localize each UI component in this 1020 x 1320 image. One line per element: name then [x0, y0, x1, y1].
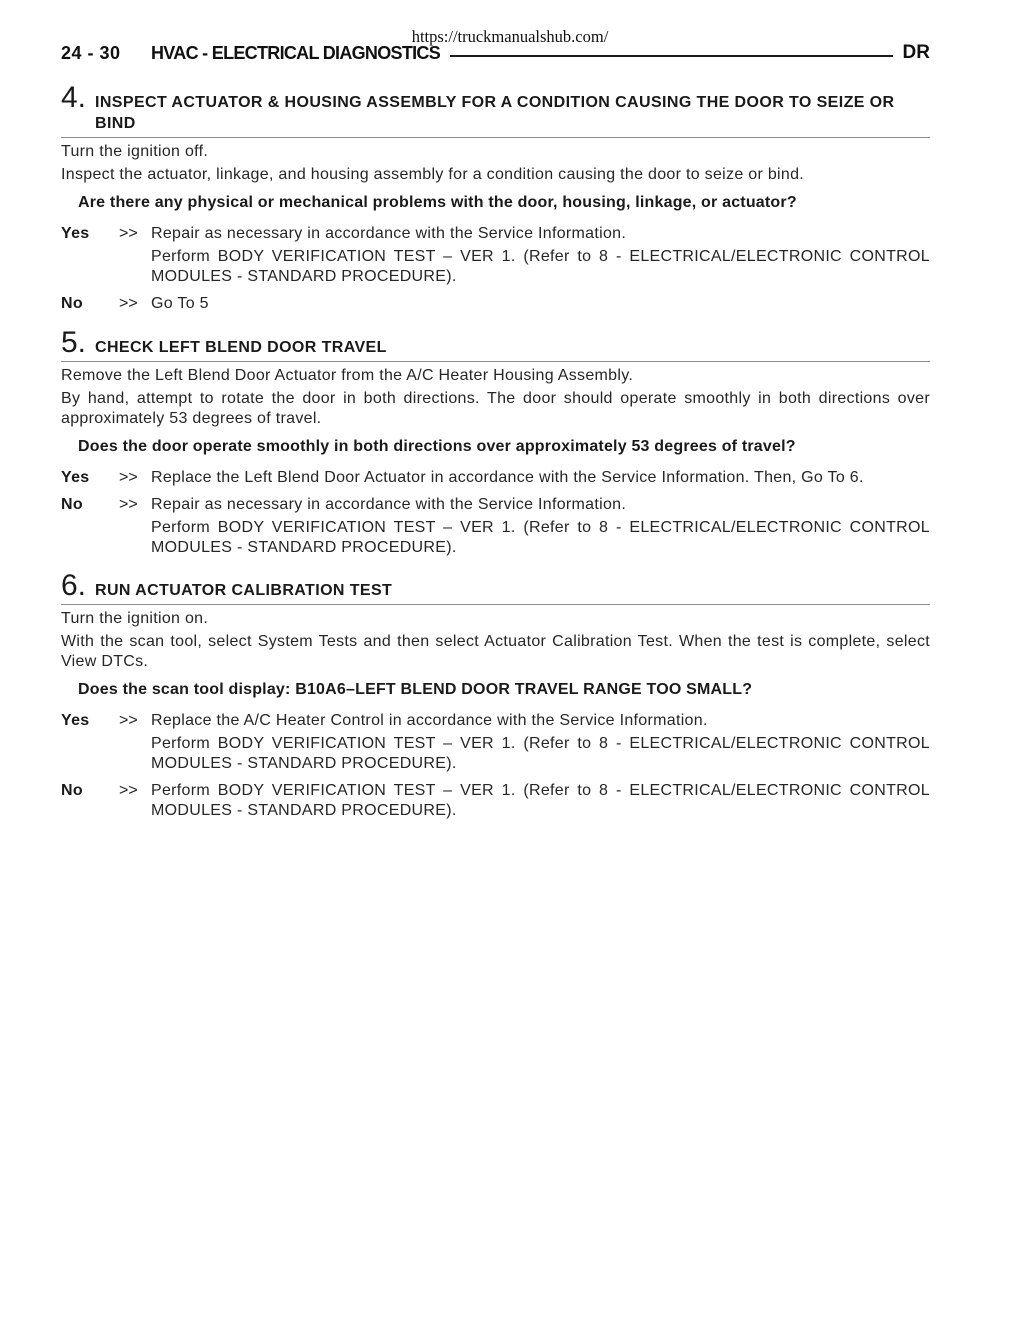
action-text: Perform BODY VERIFICATION TEST – VER 1. (Refer to 8 - ELECTRICAL/ELECTRONIC CONTROL MODULES - STANDARD PROCEDURE). — [151, 519, 930, 556]
step-question: Does the scan tool display: B10A6–LEFT BLEND DOOR TRAVEL RANGE TOO SMALL? — [78, 681, 753, 698]
section-title: HVAC - ELECTRICAL DIAGNOSTICS — [151, 43, 441, 63]
answer-arrow: >> — [119, 469, 138, 486]
answer-no — [61, 781, 930, 821]
instruction-text: With the scan tool, select System Tests and then select Actuator Calibration Test. When the test is complete, select View DTCs. — [61, 633, 930, 670]
answer-label: Yes — [61, 225, 90, 242]
step-6 — [61, 569, 930, 821]
page-number: 24 - 30 — [61, 43, 121, 63]
answer-actions — [151, 468, 930, 488]
answer-no — [61, 294, 930, 314]
header-rule — [450, 55, 893, 57]
instruction-text: Inspect the actuator, linkage, and housing assembly for a condition causing the door to seize or bind. — [61, 166, 805, 183]
answer-label: Yes — [61, 469, 90, 486]
step-question: Does the door operate smoothly in both directions over approximately 53 degrees of travel? — [78, 438, 796, 455]
answer-label: No — [61, 782, 83, 799]
step-title: INSPECT ACTUATOR & HOUSING ASSEMBLY FOR A CONDITION CAUSING THE DOOR TO SEIZE OR BIND — [95, 94, 895, 132]
answer-arrow: >> — [119, 225, 138, 242]
answer-arrow: >> — [119, 496, 138, 513]
step-number: 6. — [61, 569, 87, 602]
action-text: Perform BODY VERIFICATION TEST – VER 1. (Refer to 8 - ELECTRICAL/ELECTRONIC CONTROL MODULES - STANDARD PROCEDURE). — [151, 735, 930, 772]
answer-actions — [151, 495, 930, 558]
answer-yes — [61, 224, 930, 287]
answer-actions — [151, 711, 930, 774]
step-instructions — [61, 609, 930, 672]
step-heading — [61, 326, 930, 362]
answer-yes — [61, 468, 930, 488]
instruction-text: Turn the ignition off. — [61, 143, 209, 160]
answer-arrow: >> — [119, 295, 138, 312]
instruction-text: Turn the ignition on. — [61, 610, 209, 627]
action-text: Go To 5 — [151, 295, 209, 312]
answer-arrow: >> — [119, 712, 138, 729]
source-url: https://truckmanualshub.com/ — [411, 27, 609, 46]
step-5 — [61, 326, 930, 558]
answer-actions — [151, 224, 930, 287]
action-text: Replace the Left Blend Door Actuator in accordance with the Service Information. Then, Go To 6. — [151, 469, 864, 486]
step-title: CHECK LEFT BLEND DOOR TRAVEL — [95, 339, 387, 356]
action-text: Repair as necessary in accordance with the Service Information. — [151, 225, 627, 242]
step-4 — [61, 81, 930, 314]
answer-actions — [151, 294, 930, 314]
answer-label: No — [61, 496, 83, 513]
instruction-text: By hand, attempt to rotate the door in both directions. The door should operate smoothly in both directions over approximately 53 degrees of travel. — [61, 390, 930, 427]
answer-label: Yes — [61, 712, 90, 729]
action-text: Perform BODY VERIFICATION TEST – VER 1. (Refer to 8 - ELECTRICAL/ELECTRONIC CONTROL MODULES - STANDARD PROCEDURE). — [151, 248, 930, 285]
action-text: Repair as necessary in accordance with the Service Information. — [151, 496, 627, 513]
answer-label: No — [61, 295, 83, 312]
instruction-text: Remove the Left Blend Door Actuator from the A/C Heater Housing Assembly. — [61, 367, 634, 384]
page-header — [61, 43, 930, 63]
step-instructions — [61, 142, 930, 185]
answer-no — [61, 495, 930, 558]
step-heading — [61, 81, 930, 138]
answer-actions — [151, 781, 930, 821]
step-question: Are there any physical or mechanical problems with the door, housing, linkage, or actuator? — [78, 194, 797, 211]
answer-yes — [61, 711, 930, 774]
step-heading — [61, 569, 930, 605]
answer-arrow: >> — [119, 782, 138, 799]
step-title: RUN ACTUATOR CALIBRATION TEST — [95, 582, 393, 599]
action-text: Replace the A/C Heater Control in accordance with the Service Information. — [151, 712, 708, 729]
step-number: 5. — [61, 326, 87, 359]
action-text: Perform BODY VERIFICATION TEST – VER 1. (Refer to 8 - ELECTRICAL/ELECTRONIC CONTROL MODULES - STANDARD PROCEDURE). — [151, 782, 930, 819]
step-number: 4. — [61, 81, 87, 114]
step-instructions — [61, 366, 930, 429]
model-code: DR — [902, 42, 930, 63]
